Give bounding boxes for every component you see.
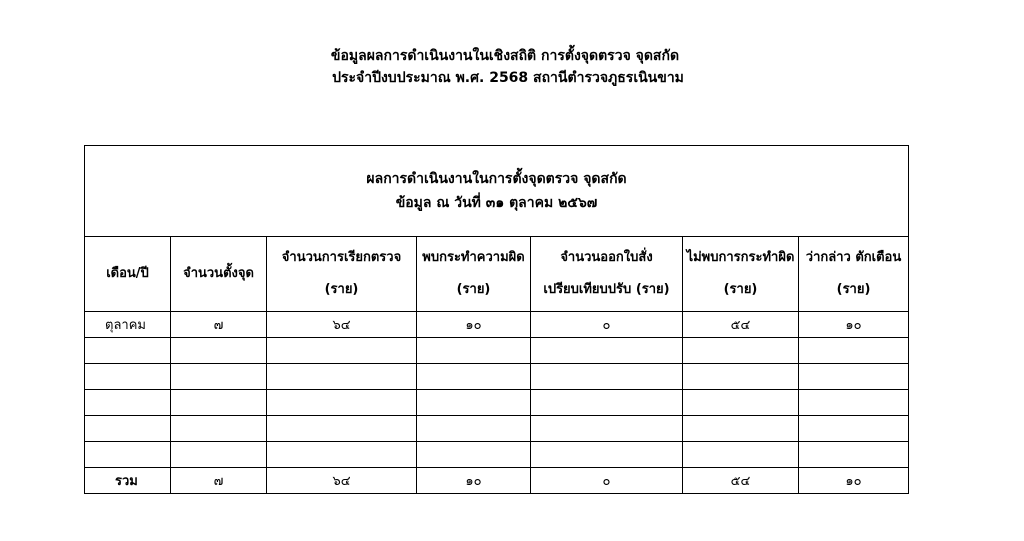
column-header-label: จำนวนออกใบสั่ง [560,250,653,265]
table-cell [683,416,799,442]
table-cell: ๑๐ [417,312,531,338]
total-label: รวม [85,468,171,494]
table-cell: ๐ [531,312,683,338]
total-cell: ๖๔ [267,468,417,494]
table-row [85,338,909,364]
document-title-line-2: ประจำปีงบประมาณ พ.ศ. 2568 สถานีตำรวจภูธรเนินขาม [332,70,684,86]
table-cell [85,390,171,416]
table-row [85,390,909,416]
document-title [0,45,1024,89]
table-header-row [85,237,909,312]
total-cell: ๗ [171,468,267,494]
table-cell [267,364,417,390]
table-row [85,312,909,338]
table-cell: ๗ [171,312,267,338]
column-header-label: จำนวนตั้งจุด [183,266,254,281]
table-cell [267,416,417,442]
table-cell [683,338,799,364]
column-header-checkpoints [171,237,267,312]
column-header-unit: (ราย) [836,282,871,297]
table-cell [417,390,531,416]
table-cell [531,416,683,442]
report-table [84,145,909,494]
column-header-label: ว่ากล่าว ตักเตือน [805,250,902,265]
column-header-offenses-found [417,237,531,312]
table-cell [683,364,799,390]
column-header-label: พบกระทำความผิด [422,250,525,265]
table-cell [85,364,171,390]
column-header-label: ไม่พบการกระทำผิด [686,250,795,265]
table-cell [799,442,909,468]
total-cell: ๕๔ [683,468,799,494]
table-cell [171,442,267,468]
table-cell [683,390,799,416]
document-title-line-1: ข้อมูลผลการดำเนินงานในเชิงสถิติ การตั้งจุดตรวจ จุดสกัด [330,48,680,64]
table-cell [531,390,683,416]
table-cell [267,390,417,416]
table-cell [417,338,531,364]
table-cell [417,364,531,390]
table-cell [171,338,267,364]
table-cell [171,416,267,442]
table-caption-line-2: ข้อมูล ณ วันที่ ๓๑ ตุลาคม ๒๕๖๗ [395,195,598,211]
table-cell [85,442,171,468]
column-header-label: เดือน/ปี [106,266,149,281]
table-cell [683,442,799,468]
table-cell [531,442,683,468]
table-cell [799,338,909,364]
column-header-no-offense [683,237,799,312]
table-cell [85,338,171,364]
total-cell: ๐ [531,468,683,494]
table-cell [417,416,531,442]
table-row [85,416,909,442]
table-cell: ๖๔ [267,312,417,338]
column-header-unit: เปรียบเทียบปรับ (ราย) [543,282,670,297]
table-row [85,364,909,390]
column-header-warnings [799,237,909,312]
table-row [85,442,909,468]
table-total-row [85,468,909,494]
table-cell [267,338,417,364]
table-cell [799,364,909,390]
table-cell [171,364,267,390]
table-cell: ตุลาคม [85,312,171,338]
table-cell [171,390,267,416]
table-cell: ๑๐ [799,312,909,338]
table-caption-line-1: ผลการดำเนินงานในการตั้งจุดตรวจ จุดสกัด [366,171,627,187]
column-header-month [85,237,171,312]
column-header-unit: (ราย) [456,282,491,297]
table-cell [799,416,909,442]
column-header-inspections [267,237,417,312]
table-cell [531,364,683,390]
table-cell: ๕๔ [683,312,799,338]
table-cell [417,442,531,468]
table-cell [799,390,909,416]
column-header-tickets-issued [531,237,683,312]
table-caption [85,146,909,237]
table-cell [85,416,171,442]
table-cell [531,338,683,364]
column-header-label: จำนวนการเรียกตรวจ [281,250,402,265]
column-header-unit: (ราย) [324,282,359,297]
total-cell: ๑๐ [417,468,531,494]
column-header-unit: (ราย) [723,282,758,297]
table-cell [267,442,417,468]
total-cell: ๑๐ [799,468,909,494]
